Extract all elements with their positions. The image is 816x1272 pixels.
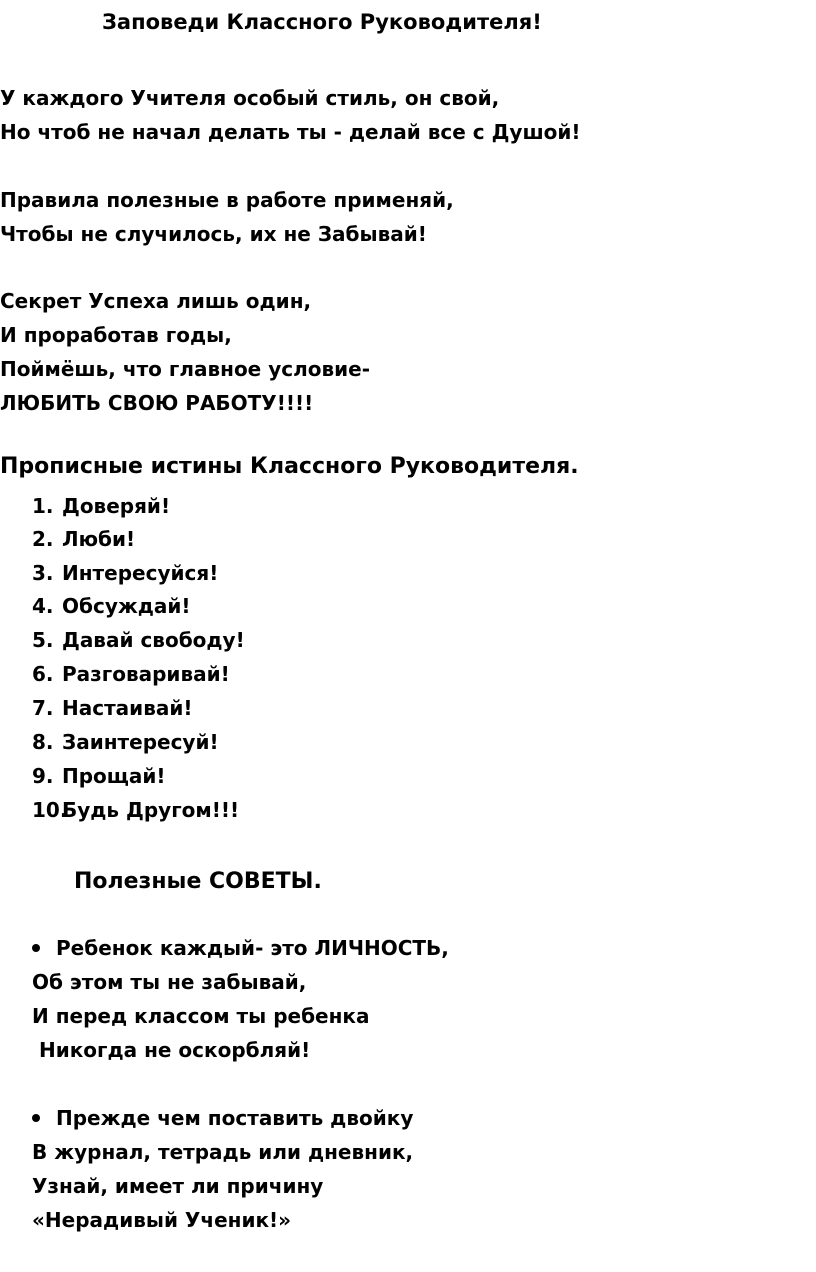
list-item-number: 1. bbox=[32, 494, 54, 518]
poem-line: Правила полезные в работе применяй, bbox=[0, 188, 454, 212]
list-item-text: Интересуйся! bbox=[62, 561, 219, 585]
poem-line: У каждого Учителя особый стиль, он свой, bbox=[0, 86, 500, 110]
tip-line: «Нерадивый Ученик!» bbox=[32, 1208, 292, 1232]
list-item bbox=[32, 798, 239, 822]
list-item-number: 6. bbox=[32, 662, 54, 686]
page-title: Заповеди Классного Руководителя! bbox=[102, 10, 542, 34]
list-item-text: Давай свободу! bbox=[62, 628, 245, 652]
list-item-number: 5. bbox=[32, 628, 54, 652]
list-item-number: 4. bbox=[32, 594, 54, 618]
tips-heading: Полезные СОВЕТЫ. bbox=[74, 869, 322, 894]
list-item bbox=[32, 594, 191, 618]
list-item-text: Заинтересуй! bbox=[62, 730, 219, 754]
poem-line: Но чтоб не начал делать ты - делай все с Душой! bbox=[0, 120, 581, 144]
tip-line: Никогда не оскорбляй! bbox=[32, 1038, 311, 1062]
tip-line: Прежде чем поставить двойку bbox=[32, 1106, 413, 1130]
tip-line: В журнал, тетрадь или дневник, bbox=[32, 1140, 414, 1164]
list-item-text: Разговаривай! bbox=[62, 662, 230, 686]
list-item bbox=[32, 696, 192, 720]
tip-line: Узнай, имеет ли причину bbox=[32, 1174, 324, 1198]
list-item-text: Будь Другом!!! bbox=[62, 798, 240, 822]
list-item-text: Настаивай! bbox=[62, 696, 193, 720]
list-item-text: Прощай! bbox=[62, 764, 166, 788]
bullet-icon bbox=[32, 1114, 40, 1122]
list-item bbox=[32, 662, 230, 686]
list-item-text: Доверяй! bbox=[62, 494, 171, 518]
poem-line: Поймёшь, что главное условие- bbox=[0, 357, 371, 381]
list-item-number: 10. bbox=[32, 798, 68, 822]
list-item-text: Люби! bbox=[62, 527, 136, 551]
list-item-text: Обсуждай! bbox=[62, 594, 191, 618]
list-item bbox=[32, 527, 135, 551]
tip-line: Ребенок каждый- это ЛИЧНОСТЬ, bbox=[32, 936, 449, 960]
poem-line: Чтобы не случилось, их не Забывай! bbox=[0, 222, 427, 246]
list-item-number: 8. bbox=[32, 730, 54, 754]
list-item bbox=[32, 561, 218, 585]
poem-line: ЛЮБИТЬ СВОЮ РАБОТУ!!!! bbox=[0, 391, 314, 415]
list-item bbox=[32, 628, 245, 652]
list-item-number: 2. bbox=[32, 527, 54, 551]
list-item bbox=[32, 494, 170, 518]
list-item bbox=[32, 730, 219, 754]
list-item-number: 9. bbox=[32, 764, 54, 788]
list-item bbox=[32, 764, 166, 788]
list-item-number: 3. bbox=[32, 561, 54, 585]
bullet-icon bbox=[32, 944, 40, 952]
poem-line: И проработав годы, bbox=[0, 323, 232, 347]
poem-line: Секрет Успеха лишь один, bbox=[0, 289, 312, 313]
list-item-number: 7. bbox=[32, 696, 54, 720]
truths-heading: Прописные истины Классного Руководителя. bbox=[0, 454, 579, 479]
tip-line: Об этом ты не забывай, bbox=[32, 970, 307, 994]
tip-line: И перед классом ты ребенка bbox=[32, 1004, 370, 1028]
